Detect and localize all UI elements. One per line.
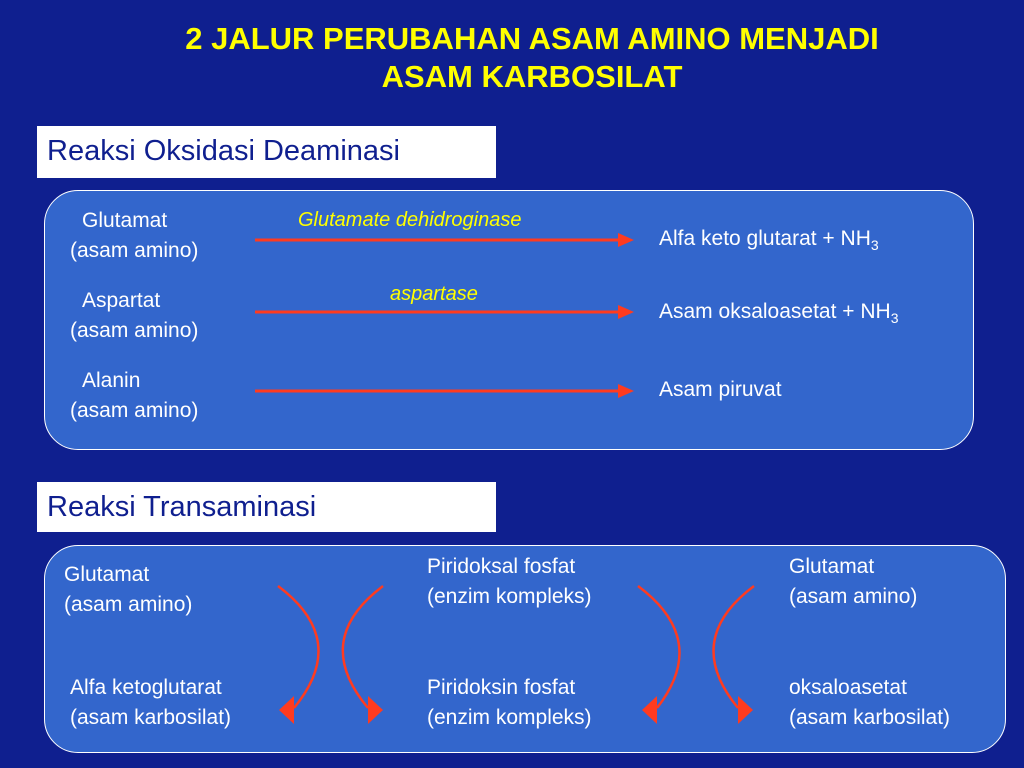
reaction-1-arrow-head bbox=[618, 233, 634, 247]
reaction-3-substrate-name: Alanin bbox=[82, 369, 141, 392]
reaction-2-product-text: Asam oksaloasetat + NH bbox=[659, 300, 891, 323]
trans-head-3 bbox=[642, 696, 657, 724]
reaction-3-product-text: Asam piruvat bbox=[659, 378, 782, 401]
reaction-2-substrate-note: (asam amino) bbox=[70, 319, 199, 342]
reaction-2-arrow-head bbox=[618, 305, 634, 319]
deamination-arrows bbox=[255, 233, 634, 398]
reaction-3-substrate-note: (asam amino) bbox=[70, 399, 199, 422]
trans-left-bottom-note: (asam karbosilat) bbox=[70, 706, 232, 729]
trans-left-top-name: Glutamat bbox=[64, 563, 150, 586]
trans-right-bottom-name: oksaloasetat bbox=[789, 676, 907, 699]
reaction-1-substrate-name: Glutamat bbox=[82, 209, 168, 232]
trans-arc-4 bbox=[714, 586, 755, 708]
trans-middle-top-name: Piridoksal fosfat bbox=[427, 555, 576, 578]
trans-right-top-note: (asam amino) bbox=[789, 585, 918, 608]
trans-arc-3 bbox=[638, 586, 679, 708]
trans-right-top-name: Glutamat bbox=[789, 555, 875, 578]
reaction-2-enzyme: aspartase bbox=[390, 283, 478, 305]
trans-middle-bottom-name: Piridoksin fosfat bbox=[427, 676, 576, 699]
reaction-2-product-subscript: 3 bbox=[890, 310, 899, 326]
title-line-2: ASAM KARBOSILAT bbox=[381, 59, 683, 94]
reaction-1-product-subscript: 3 bbox=[870, 237, 879, 253]
reaction-2-substrate-name: Aspartat bbox=[82, 289, 161, 312]
reaction-1-product-text: Alfa keto glutarat + NH bbox=[659, 227, 871, 250]
trans-arc-1 bbox=[278, 586, 319, 708]
trans-arc-2 bbox=[343, 586, 383, 708]
trans-head-1 bbox=[279, 696, 294, 724]
reaction-3-arrow-head bbox=[618, 384, 634, 398]
trans-head-4 bbox=[738, 696, 753, 724]
deamination-section-label: Reaksi Oksidasi Deaminasi bbox=[37, 126, 496, 178]
trans-left-top-note: (asam amino) bbox=[64, 593, 193, 616]
reaction-1-enzyme: Glutamate dehidroginase bbox=[298, 209, 522, 231]
transamination-arrows bbox=[278, 586, 754, 708]
trans-head-2 bbox=[368, 696, 383, 724]
transamination-arrow-heads bbox=[279, 696, 753, 724]
trans-middle-bottom-note: (enzim kompleks) bbox=[427, 706, 592, 729]
trans-left-bottom-name: Alfa ketoglutarat bbox=[70, 676, 222, 699]
trans-right-bottom-note: (asam karbosilat) bbox=[789, 706, 951, 729]
trans-middle-top-note: (enzim kompleks) bbox=[427, 585, 592, 608]
reaction-1-substrate-note: (asam amino) bbox=[70, 239, 199, 262]
transamination-section-label: Reaksi Transaminasi bbox=[37, 482, 496, 532]
title-line-1: 2 JALUR PERUBAHAN ASAM AMINO MENJADI bbox=[185, 21, 879, 56]
